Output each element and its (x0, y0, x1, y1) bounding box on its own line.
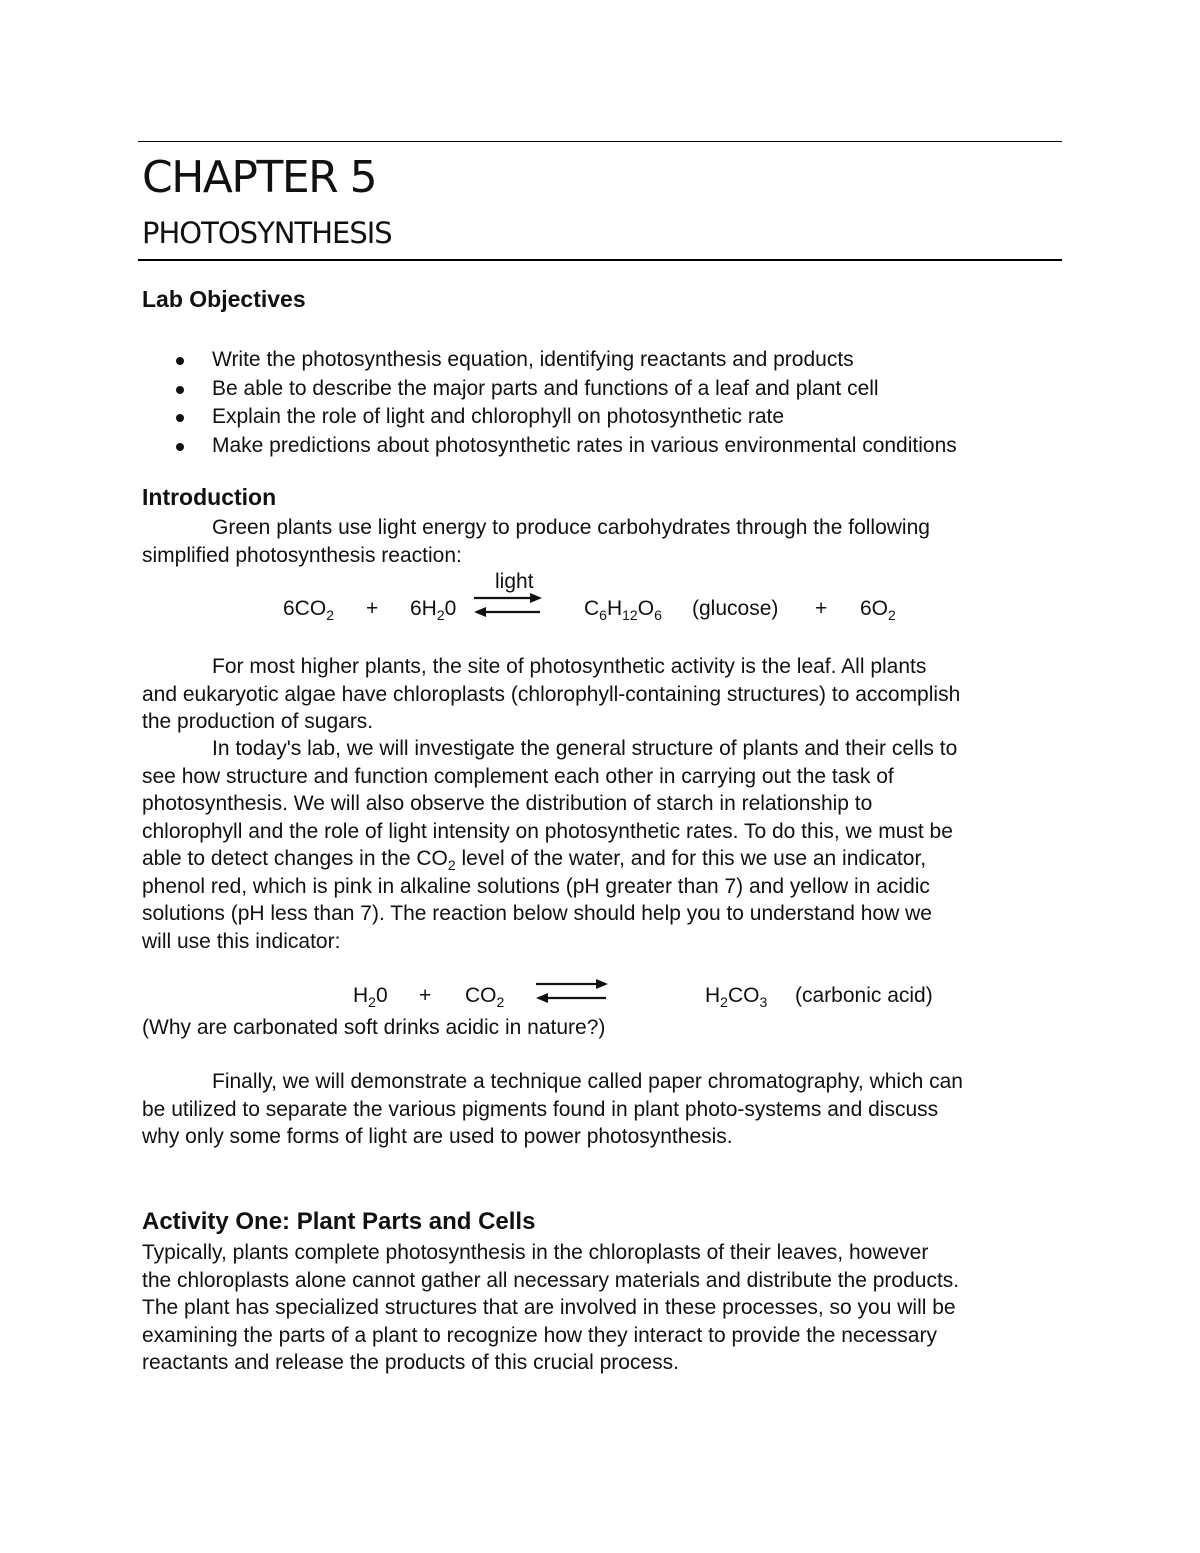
intro-paragraph-4: Finally, we will demonstrate a technique called paper chromatography, which can be utilized to separate the various pigments found in plant photo-systems and discuss why only some forms of light are used to power photosynthesis. (142, 1070, 963, 1148)
plus-sign: + (419, 984, 432, 1007)
glucose-label: (glucose) (692, 597, 779, 620)
reversible-arrow-icon (472, 590, 544, 620)
list-item: Be able to describe the major parts and functions of a leaf and plant cell (142, 375, 957, 404)
activity-one-paragraph: Typically, plants complete photosynthesis in the chloroplasts of their leaves, however the chloroplasts alone cannot gather all necessary materials and distribute the products. The plant has specialized structures that are involved in these processes, so you will be examining the parts of a plant to recognize how they interact to provide the necessary reactants and release the products of this crucial process. (142, 1241, 960, 1374)
list-item: Make predictions about photosynthetic rates in various environmental conditions (142, 432, 957, 461)
carbonic-acid-label: (carbonic acid) (795, 984, 933, 1007)
reversible-arrow-icon (534, 976, 610, 1006)
product-o2: $6O_2$ (860, 597, 896, 623)
question-text: (Why are carbonated soft drinks acidic in nature?) (142, 1016, 606, 1039)
activity-one-heading: Activity One: Plant Parts and Cells (142, 1208, 536, 1235)
product-carbonic-acid: $H_2CO_3$ (705, 984, 768, 1010)
reactant-water: $H_20$ (353, 984, 388, 1010)
top-rule (138, 141, 1062, 142)
bullet-icon (176, 443, 184, 451)
chapter-subtitle: PHOTOSYNTHESIS (142, 216, 392, 250)
list-item: Explain the role of light and chlorophyll on photosynthetic rate (142, 403, 957, 432)
intro-paragraph-3: In today's lab, we will investigate the general structure of plants and their cells to see how structure and function complement each other in carrying out the task of photosynthesis. We will also observe the distribution of starch in relationship to chlorophyll and the role of light intensity on photosynthetic rates. To do this, we must be able to detect changes in the $CO_2$ level of the water, and for this we use an indicator, phenol red, which is pink in alkaline solutions (pH greater than 7) and yellow in acidic solutions (pH less than 7). The reaction below should help you to understand how we will use this indicator: (142, 737, 958, 953)
reactant-h2o: $6H_20$ (410, 597, 457, 623)
arrow-label: light (495, 570, 534, 593)
intro-paragraph-1: Green plants use light energy to produce carbohydrates through the following simplified photosynthesis reaction: (142, 516, 930, 567)
product-glucose: $C_6H_{12}O_6$ (584, 597, 662, 623)
bullet-icon (176, 357, 184, 365)
reactant-co2: $CO_2$ (465, 984, 505, 1010)
bullet-icon (176, 414, 184, 422)
reactant-co2: $6CO_2$ (283, 597, 334, 623)
chapter-title: CHAPTER 5 (142, 152, 377, 203)
objectives-heading: Lab Objectives (142, 286, 306, 312)
plus-sign: + (366, 597, 379, 620)
bullet-icon (176, 386, 184, 394)
list-item: Write the photosynthesis equation, identifying reactants and products (142, 346, 957, 375)
objectives-list (142, 346, 957, 460)
intro-paragraph-2: For most higher plants, the site of photosynthetic activity is the leaf. All plants and eukaryotic algae have chloroplasts (chlorophyll-containing structures) to accomplish the production of sugars. (142, 655, 961, 733)
plus-sign: + (815, 597, 828, 620)
introduction-heading: Introduction (142, 484, 277, 510)
bottom-rule (138, 259, 1062, 261)
